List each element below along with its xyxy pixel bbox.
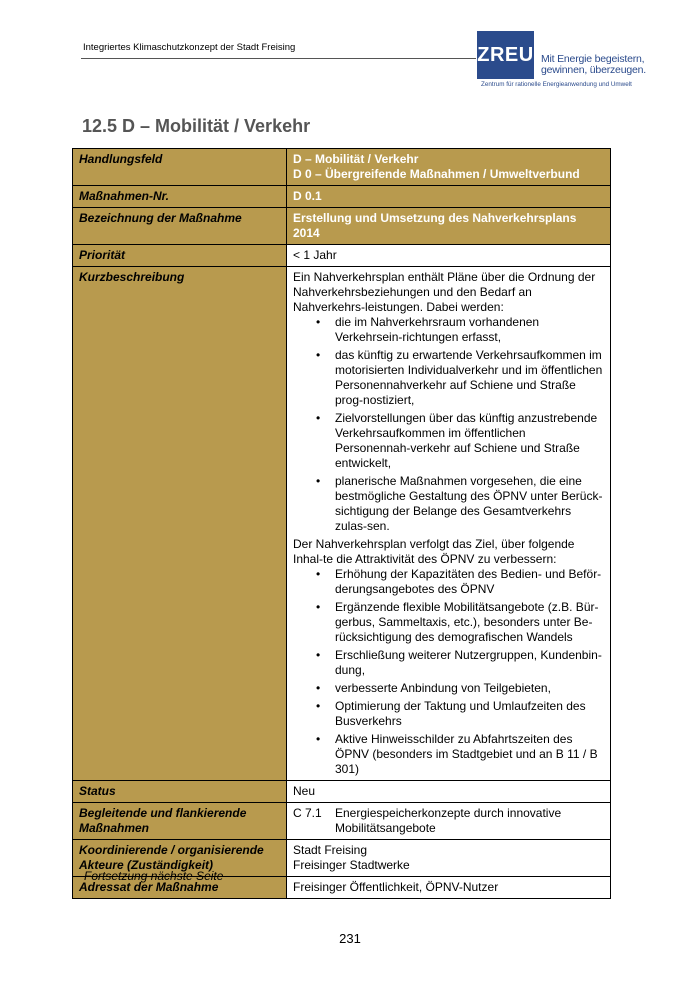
handlungsfeld-line-1: D – Mobilität / Verkehr: [293, 152, 419, 166]
label-handlungsfeld: Handlungsfeld: [73, 149, 287, 186]
logo-mark: ZREU: [477, 31, 534, 79]
kurz-intro: Ein Nahverkehrsplan enthält Pläne über die Ordnung der Nahverkehrsbeziehungen und den Bedarf an Nahverkehrs-leistungen. Dabei werden:: [293, 270, 596, 314]
row-begleitend: [73, 803, 611, 840]
continued-note: Fortsetzung nächste Seite: [84, 869, 224, 883]
list-item: • das künftig zu erwartende Verkehrsaufkommen im motorisierten Individualverkehr und im öffentlichen Personennahverkehr auf Schiene und Straße prog-nostiziert,: [335, 348, 604, 408]
label-adressat: Adressat der Maßnahme: [73, 877, 287, 899]
list-item: • Erschließung weiterer Nutzergruppen, Kundenbin-dung,: [335, 648, 604, 678]
value-massnahmen-nr: D 0.1: [287, 186, 611, 208]
row-handlungsfeld: [73, 149, 611, 186]
kurz-list-1: [293, 315, 604, 534]
row-kurzbeschreibung: [73, 267, 611, 781]
list-item: • Optimierung der Taktung und Umlaufzeiten des Busverkehrs: [335, 699, 604, 729]
akteur-2: Freisinger Stadtwerke: [293, 858, 410, 872]
logo-subtitle: Zentrum für rationelle Energieanwendung und Umwelt: [481, 81, 632, 88]
handlungsfeld-line-2: D 0 – Übergreifende Maßnahmen / Umweltverbund: [293, 167, 580, 181]
value-handlungsfeld: [287, 149, 611, 186]
value-akteure: [287, 840, 611, 877]
label-bezeichnung: Bezeichnung der Maßnahme: [73, 208, 287, 245]
kurz-mid: Der Nahverkehrsplan verfolgt das Ziel, über folgende Inhal-te die Attraktivität des ÖPNV zu verbessern:: [293, 537, 575, 566]
cross-reference-code: C 7.1: [293, 806, 322, 820]
row-bezeichnung: [73, 208, 611, 245]
akteur-1: Stadt Freising: [293, 843, 368, 857]
label-massnahmen-nr: Maßnahmen-Nr.: [73, 186, 287, 208]
label-begleitend: Begleitende und flankierende Maßnahmen: [73, 803, 287, 840]
list-item: • Ergänzende flexible Mobilitätsangebote (z.B. Bür-gerbus, Sammeltaxis, etc.), besonders unter Be-rücksichtigung des demografischen Wandels: [335, 600, 604, 645]
value-begleitend: [287, 803, 611, 840]
row-prioritaet: [73, 245, 611, 267]
list-item: • Aktive Hinweisschilder zu Abfahrtszeiten des ÖPNV (besonders im Stadtgebiet und an B 11 / B 301): [335, 732, 604, 777]
page-number: 231: [339, 931, 361, 946]
header-rule: [81, 58, 476, 59]
logo-slogan-line-1: Mit Energie begeistern,: [541, 53, 645, 65]
value-prioritaet: < 1 Jahr: [287, 245, 611, 267]
label-akteure: Koordinierende / organisierende Akteure (Zuständigkeit): [73, 840, 287, 877]
logo-slogan: [541, 54, 646, 76]
list-item: • Erhöhung der Kapazitäten des Bedien- und Beför-derungsangebotes des ÖPNV: [335, 567, 604, 597]
logo-slogan-line-2: gewinnen, überzeugen.: [541, 64, 646, 76]
measure-table: [72, 148, 611, 899]
document-header-title: Integriertes Klimaschutzkonzept der Stadt Freising: [83, 42, 296, 53]
label-status: Status: [73, 781, 287, 803]
list-item: • verbesserte Anbindung von Teilgebieten,: [335, 681, 604, 696]
label-prioritaet: Priorität: [73, 245, 287, 267]
row-status: [73, 781, 611, 803]
row-massnahmen-nr: [73, 186, 611, 208]
cross-reference: [293, 806, 604, 836]
value-adressat: Freisinger Öffentlichkeit, ÖPNV-Nutzer: [287, 877, 611, 899]
list-item: • planerische Maßnahmen vorgesehen, die eine bestmögliche Gestaltung des ÖPNV unter Berück-sichtigung der Belange des Gesamtverkehrs zulas-sen.: [335, 474, 604, 534]
zreu-logo: [477, 31, 646, 91]
kurz-list-2: [293, 567, 604, 777]
value-bezeichnung: Erstellung und Umsetzung des Nahverkehrsplans 2014: [287, 208, 611, 245]
list-item: • die im Nahverkehrsraum vorhandenen Verkehrsein-richtungen erfasst,: [335, 315, 604, 345]
value-kurzbeschreibung: [287, 267, 611, 781]
list-item: • Zielvorstellungen über das künftig anzustrebende Verkehrsaufkommen im öffentlichen Personennah-verkehr auf Schiene und Straße entwickelt,: [335, 411, 604, 471]
value-status: Neu: [287, 781, 611, 803]
label-kurzbeschreibung: Kurzbeschreibung: [73, 267, 287, 781]
cross-reference-text: Energiespeicherkonzepte durch innovative Mobilitätsangebote: [335, 806, 562, 835]
section-title: 12.5 D – Mobilität / Verkehr: [82, 116, 311, 136]
